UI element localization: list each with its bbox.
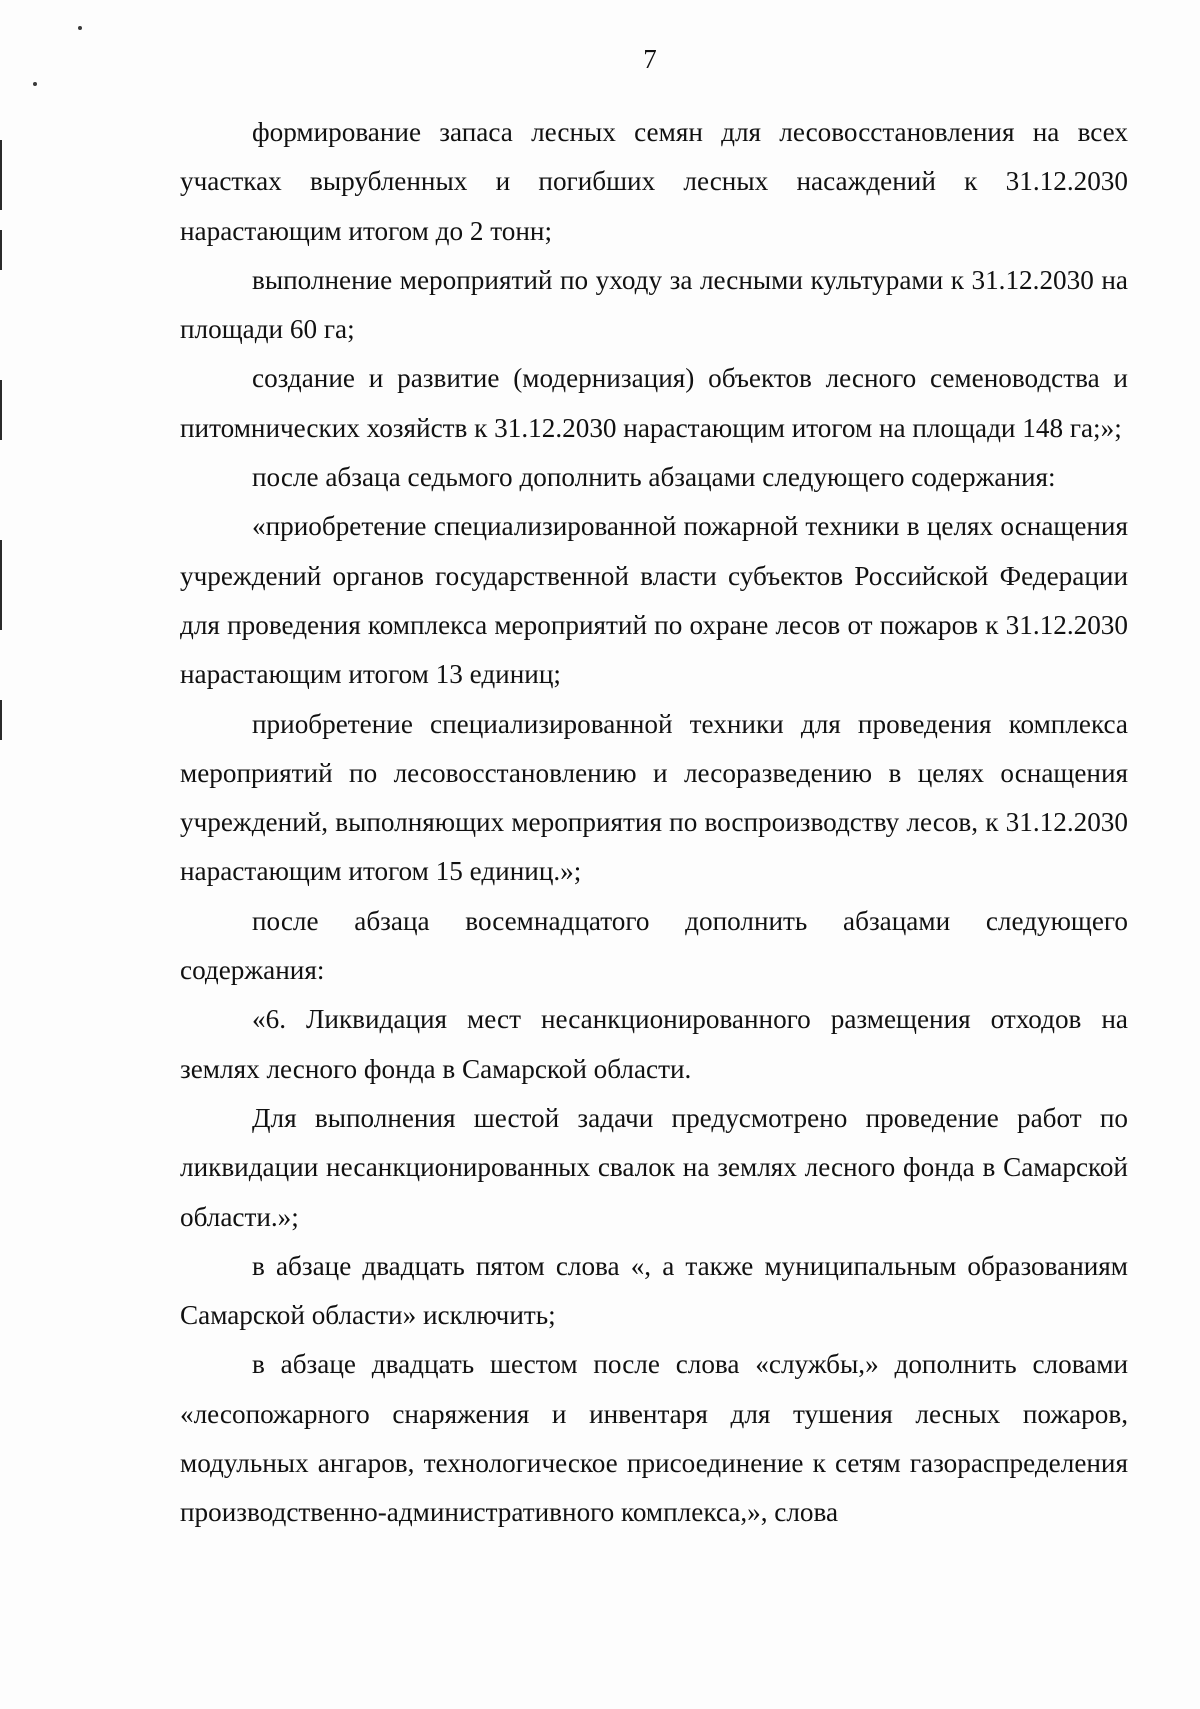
paragraph: в абзаце двадцать шестом после слова «службы,» дополнить словами «лесопожарного снаряжения и инвентаря для тушения лесных пожаров, модульных ангаров, технологическое присоединение к сетям газораспределения производственно-административного комплекса,», слова (180, 1349, 1128, 1528)
paragraph: после абзаца седьмого дополнить абзацами следующего содержания: (252, 462, 1056, 493)
paragraph: формирование запаса лесных семян для лесовосстановления на всех участках вырубленных и погибших лесных насаждений к 31.12.2030 нарастающим итогом до 2 тонн; (180, 117, 1128, 246)
page-number: 7 (643, 44, 657, 74)
scan-edge-mark (0, 700, 2, 740)
paragraph: создание и развитие (модернизация) объектов лесного семеноводства и питомнических хозяйств к 31.12.2030 нарастающим итогом на площади 148 га;»; (180, 363, 1128, 443)
paragraph: выполнение мероприятий по уходу за лесными культурами к 31.12.2030 на площади 60 га; (180, 264, 1128, 345)
paragraph: приобретение специализированной техники для проведения комплекса мероприятий по лесовосстановлению и лесоразведению в целях оснащения учреждений, выполняющих мероприятия по воспроизводству лесов, к 31.12.2030 нарастающим итогом 15 единиц.»; (180, 708, 1128, 887)
paragraph: «приобретение специализированной пожарной техники в целях оснащения учреждений органов государственной власти субъектов Российской Федерации для проведения комплекса мероприятий по охране лесов от пожаров к 31.12.2030 нарастающим итогом 13 единиц; (180, 511, 1128, 690)
scan-speck (78, 26, 82, 30)
scan-speck (33, 82, 37, 86)
paragraph: после абзаца восемнадцатого дополнить абзацами следующего содержания: (180, 905, 1128, 986)
scan-edge-mark (0, 230, 2, 270)
paragraph: Для выполнения шестой задачи предусмотрено проведение работ по ликвидации несанкционированных свалок на землях лесного фонда в Самарской области.»; (180, 1102, 1128, 1232)
scan-edge-mark (0, 380, 2, 440)
document-body (180, 108, 1128, 1538)
scan-edge-mark (0, 540, 2, 630)
paragraph: «6. Ликвидация мест несанкционированного размещения отходов на землях лесного фонда в Самарской области. (180, 1004, 1128, 1084)
paragraph: в абзаце двадцать пятом слова «, а также муниципальным образованиям Самарской области» исключить; (180, 1250, 1128, 1331)
scan-edge-mark (0, 140, 2, 210)
